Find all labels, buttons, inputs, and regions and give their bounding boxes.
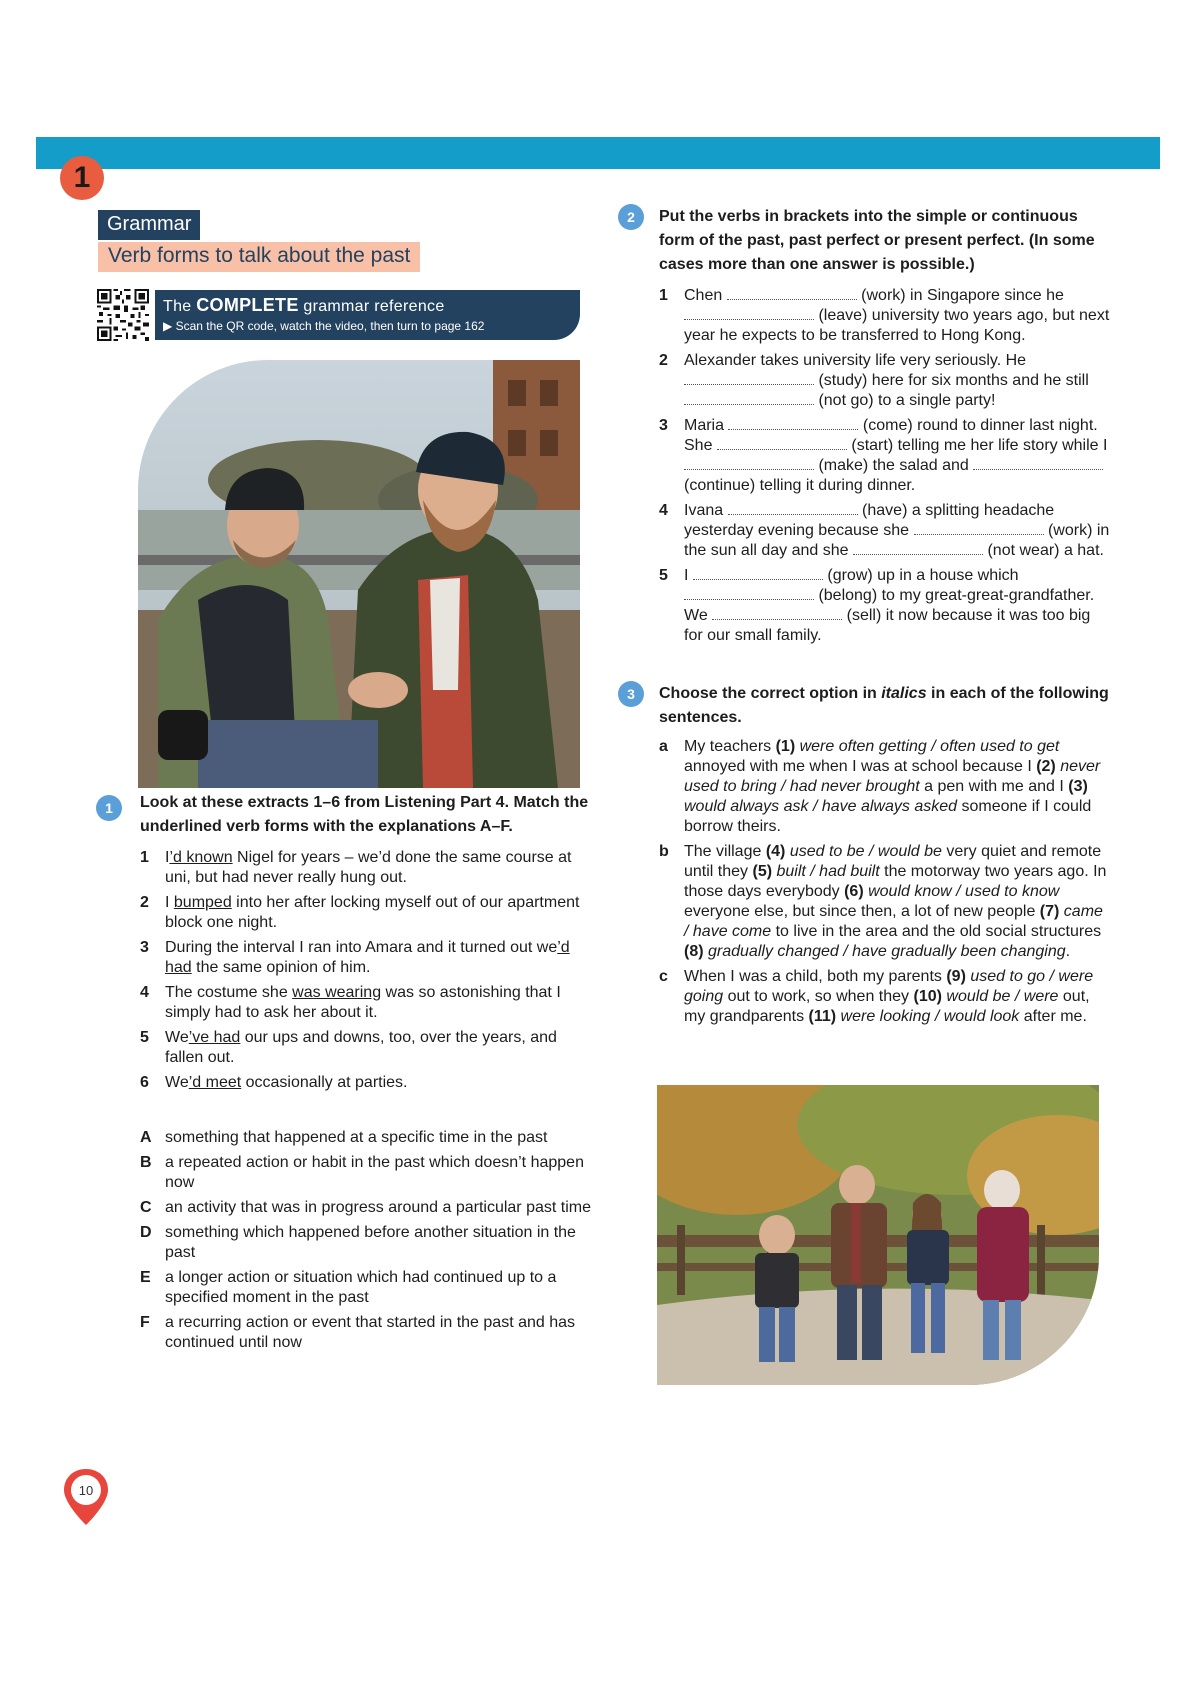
exercise-1-extracts [140, 848, 592, 1098]
photo-family-walking [657, 1085, 1099, 1385]
top-color-bar [36, 137, 1160, 169]
answer-blank[interactable] [973, 457, 1103, 470]
list-item: 2 I bumped into her after locking myself out of our apartment block one night. [140, 894, 580, 931]
grammar-reference-banner[interactable] [155, 290, 580, 340]
list-item: 4 Ivana (have) a splitting headache yesterday evening because she (work) in the sun all day and she (not wear) a hat. [659, 502, 1110, 559]
list-item: B a repeated action or habit in the past which doesn’t happen now [140, 1154, 584, 1191]
exercise-3-number: 3 [618, 681, 644, 707]
exercise-2-number: 2 [618, 204, 644, 230]
list-item: b The village (4) used to be / would be very quiet and remote until they (5) built / had built the motorway two years ago. In those days everybody (6) would know / used to know everyone else, but since then, a lot of new people (7) came / have come to live in the area and the old social structures (8) gradually changed / have gradually been changing. [659, 843, 1107, 960]
list-item: 5 I (grow) up in a house which (belong) to my great-great-grandfather. We (sell) it now because it was too big for our small family. [659, 567, 1095, 644]
list-item: 5 We’ve had our ups and downs, too, over the years, and fallen out. [140, 1029, 557, 1066]
list-item: 6 We’d meet occasionally at parties. [140, 1074, 408, 1091]
list-item: C an activity that was in progress around a particular past time [140, 1199, 591, 1216]
page-number: 10 [78, 1483, 94, 1498]
answer-blank[interactable] [728, 417, 858, 430]
answer-blank[interactable] [684, 372, 814, 385]
answer-blank[interactable] [684, 587, 814, 600]
answer-blank[interactable] [684, 457, 814, 470]
list-item: F a recurring action or event that started in the past and has continued until now [140, 1314, 576, 1351]
answer-blank[interactable] [684, 307, 814, 320]
list-item: 4 The costume she was wearing was so astonishing that I simply had to ask her about it. [140, 984, 561, 1021]
qr-code-icon[interactable] [97, 289, 149, 341]
section-tag: Grammar [98, 210, 200, 240]
section-title: Verb forms to talk about the past [98, 242, 420, 272]
answer-blank[interactable] [727, 287, 857, 300]
exercise-1-number: 1 [96, 795, 122, 821]
list-item: 3 During the interval I ran into Amara and it turned out we’d had the same opinion of him. [140, 939, 570, 976]
map-pin-icon [62, 1467, 110, 1527]
answer-blank[interactable] [914, 522, 1044, 535]
exercise-3-items [659, 737, 1111, 1032]
list-item: 2 Alexander takes university life very seriously. He (study) here for six months and he still (not go) to a single party! [659, 352, 1089, 409]
page-number-pin [62, 1467, 110, 1527]
reference-title: The COMPLETE grammar reference [163, 295, 445, 315]
list-item: 1 I’d known Nigel for years – we’d done the same course at uni, but had never really hung out. [140, 849, 572, 886]
exercise-3-instruction: Choose the correct option in italics in each of the following sentences. [659, 685, 1109, 726]
exercise-1-instruction: Look at these extracts 1–6 from Listening Part 4. Match the underlined verb forms with the explanations A–F. [140, 794, 589, 835]
exercise-2-items [659, 286, 1111, 651]
answer-blank[interactable] [684, 392, 814, 405]
unit-number-badge: 1 [60, 156, 104, 200]
list-item: 1 Chen (work) in Singapore since he (leave) university two years ago, but next year he expects to be transferred to Hong Kong. [659, 287, 1110, 344]
reference-subtitle: ▶ Scan the QR code, watch the video, then turn to page 162 [163, 319, 485, 333]
list-item: a My teachers (1) were often getting / often used to get annoyed with me when I was at school because I (2) never used to bring / had never brought a pen with me and I (3) would always ask / have always asked someone if I could borrow theirs. [659, 738, 1101, 835]
list-item: c When I was a child, both my parents (9) used to go / were going out to work, so when they (10) would be / were out, my grandparents (11) were looking / would look after me. [659, 968, 1094, 1025]
list-item: E a longer action or situation which had continued up to a specified moment in the past [140, 1269, 557, 1306]
answer-blank[interactable] [717, 437, 847, 450]
list-item: D something which happened before another situation in the past [140, 1224, 576, 1261]
list-item: A something that happened at a specific time in the past [140, 1129, 548, 1146]
answer-blank[interactable] [693, 567, 823, 580]
play-arrow-icon: ▶ [163, 319, 173, 333]
exercise-2-instruction: Put the verbs in brackets into the simple or continuous form of the past, past perfect or present perfect. (In some cases more than one answer is possible.) [659, 208, 1095, 273]
list-item: 3 Maria (come) round to dinner last night. She (start) telling me her life story while I (make) the salad and (continue) telling it during dinner. [659, 417, 1108, 494]
answer-blank[interactable] [853, 542, 983, 555]
exercise-1-explanations [140, 1128, 592, 1358]
photo-two-friends-laughing [138, 360, 580, 788]
answer-blank[interactable] [712, 607, 842, 620]
answer-blank[interactable] [728, 502, 858, 515]
